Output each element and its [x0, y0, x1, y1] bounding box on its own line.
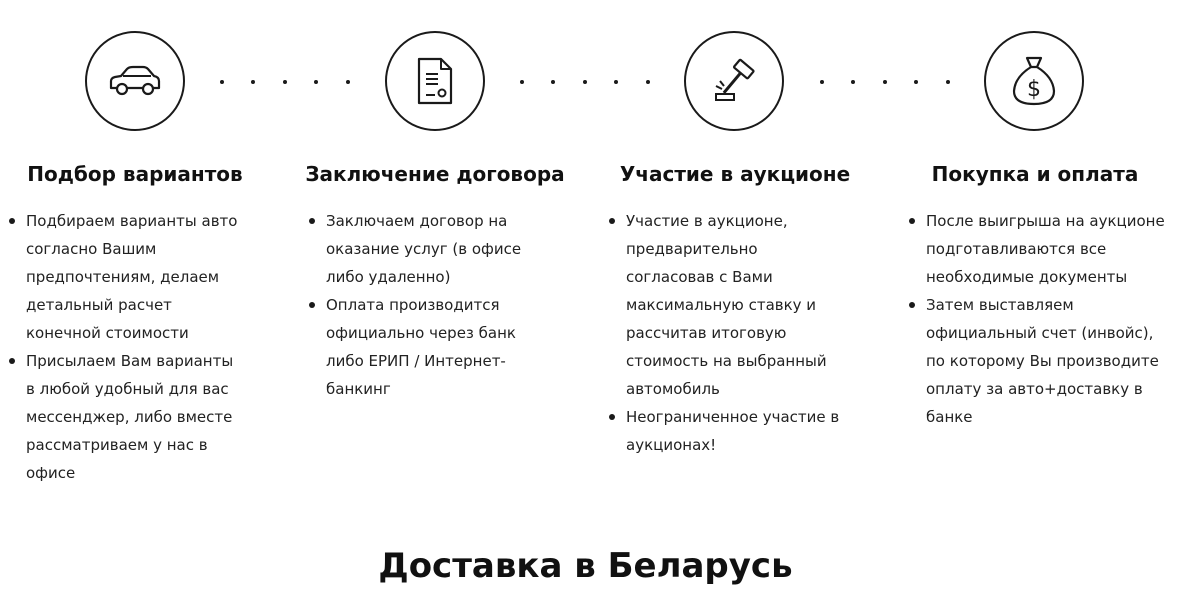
- connector-dots-3: [820, 80, 950, 84]
- list-item: Неограниченное участие в аукционах!: [606, 403, 846, 459]
- step-4-title: Покупка и оплата: [931, 162, 1139, 186]
- connector-dots-2: [520, 80, 650, 84]
- step-4-list: [906, 207, 1168, 431]
- step-2-list: [306, 207, 546, 403]
- list-item: Присылаем Вам варианты в любой удобный для вас мессенджер, либо вместе рассматриваем у нас в офисе: [6, 347, 246, 487]
- step-2-title: Заключение договора: [305, 162, 565, 186]
- document-icon: [415, 56, 455, 106]
- list-item: Оплата производится официально через банк либо ЕРИП / Интернет-банкинг: [306, 291, 546, 403]
- car-icon: [107, 63, 163, 99]
- connector-dots-1: [220, 80, 350, 84]
- step-3-title: Участие в аукционе: [619, 162, 851, 186]
- step-1-list: [6, 207, 246, 487]
- step-1-title: Подбор вариантов: [27, 162, 243, 186]
- list-item: Заключаем договор на оказание услуг (в офисе либо удаленно): [306, 207, 546, 291]
- money-bag-icon: [1009, 53, 1059, 109]
- svg-text:$: $: [1027, 77, 1041, 102]
- step-1-icon-circle: [85, 31, 185, 131]
- list-item: Подбираем варианты авто согласно Вашим предпочтениям, делаем детальный расчет конечной стоимости: [6, 207, 246, 347]
- section-heading: Доставка в Беларусь: [378, 546, 793, 586]
- step-4-icon-circle: [984, 31, 1084, 131]
- gavel-icon: [704, 56, 764, 106]
- list-item: Участие в аукционе, предварительно согласовав с Вами максимальную ставку и рассчитав итоговую стоимость на выбранный автомобиль: [606, 207, 846, 403]
- list-item: Затем выставляем официальный счет (инвойс), по которому Вы производите оплату за авто+доставку в банке: [906, 291, 1168, 431]
- list-item: После выигрыша на аукционе подготавливаются все необходимые документы: [906, 207, 1168, 291]
- step-2-icon-circle: [385, 31, 485, 131]
- step-3-list: [606, 207, 846, 459]
- step-3-icon-circle: [684, 31, 784, 131]
